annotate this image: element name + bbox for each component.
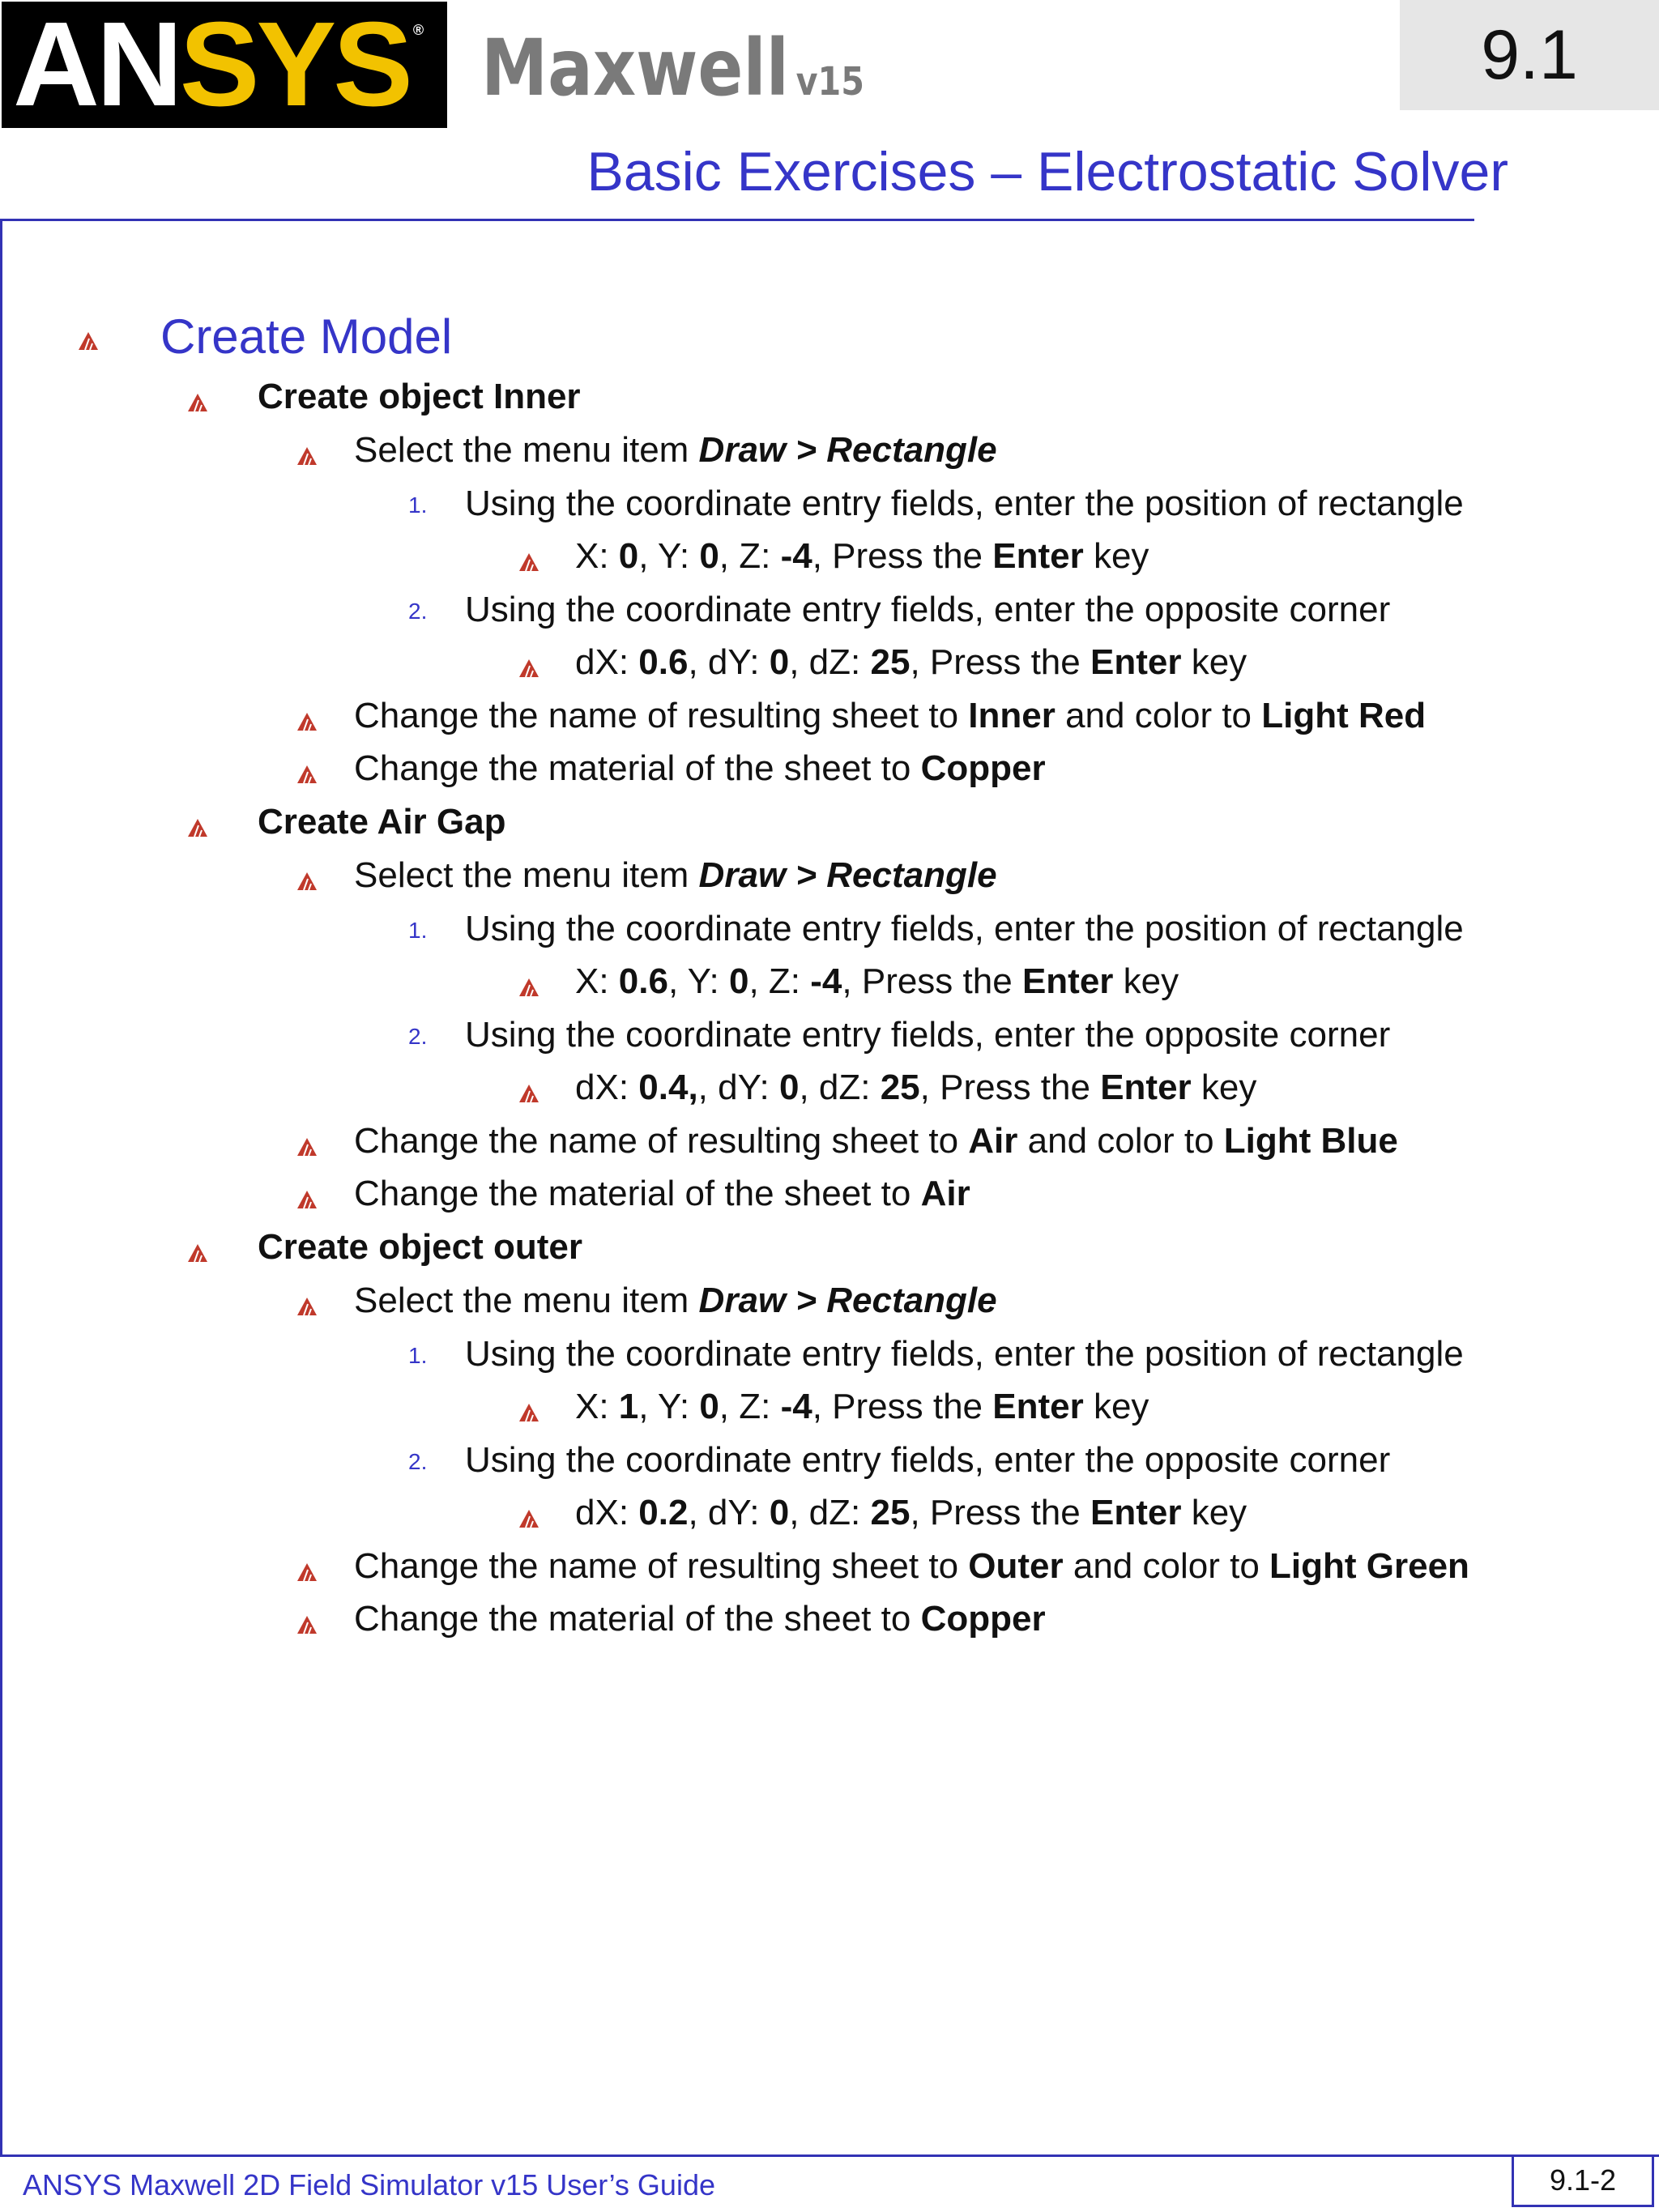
instruction-line: Using the coordinate entry fields, enter the opposite corner <box>465 590 1391 629</box>
step-heading: Create object Inner <box>258 377 581 416</box>
instruction-line: Change the material of the sheet to Copper <box>354 748 1046 788</box>
bullet-icon <box>296 1136 318 1157</box>
coordinate-line: dX: 0.4,, dY: 0, dZ: 25, Press the Enter key <box>575 1068 1257 1107</box>
header-divider <box>0 219 1474 221</box>
menu-path: Draw > Rectangle <box>698 1281 997 1320</box>
instruction-line: Select the menu item Draw > Rectangle <box>354 1281 997 1320</box>
chapter-box <box>1400 0 1659 110</box>
product-version: v15 <box>795 59 864 104</box>
instruction-line: Using the coordinate entry fields, enter the position of rectangle <box>465 484 1464 523</box>
bullet-icon <box>518 977 539 998</box>
bullet-icon <box>296 764 318 785</box>
bullet-icon <box>518 1402 539 1423</box>
instruction-line: Select the menu item Draw > Rectangle <box>354 430 997 470</box>
page-number-box <box>1512 2155 1654 2207</box>
coordinate-line: dX: 0.2, dY: 0, dZ: 25, Press the Enter key <box>575 1493 1247 1532</box>
step-number: 2. <box>408 1024 428 1049</box>
instruction-line: Change the material of the sheet to Copper <box>354 1599 1046 1639</box>
footer-guide-title: ANSYS Maxwell 2D Field Simulator v15 User’s Guide <box>23 2168 715 2201</box>
coordinate-line: X: 0.6, Y: 0, Z: -4, Press the Enter key <box>575 961 1179 1001</box>
bullet-icon <box>78 330 99 352</box>
page-number: 9.1-2 <box>1549 2163 1617 2197</box>
bullet-icon <box>518 1083 539 1104</box>
bullet-icon <box>187 1242 208 1264</box>
bullet-icon <box>296 711 318 732</box>
product-name: Maxwell <box>481 23 789 113</box>
bullet-icon <box>518 1508 539 1529</box>
instruction-line: Change the material of the sheet to Air <box>354 1174 970 1213</box>
left-margin-rule <box>0 219 2 2154</box>
bullet-icon <box>296 1296 318 1317</box>
step-heading: Create Air Gap <box>258 802 506 842</box>
registered-mark: ® <box>412 22 421 38</box>
step-number: 1. <box>408 1343 428 1368</box>
logo-text-an: AN <box>13 0 180 131</box>
step-number: 1. <box>408 918 428 943</box>
step-heading: Create object outer <box>258 1227 582 1267</box>
menu-path: Draw > Rectangle <box>698 855 997 895</box>
chapter-number: 9.1 <box>1481 16 1578 94</box>
instruction-line: Change the name of resulting sheet to Air and color to Light Blue <box>354 1121 1398 1161</box>
bullet-icon <box>296 871 318 892</box>
bullet-icon <box>296 1189 318 1210</box>
coordinate-line: dX: 0.6, dY: 0, dZ: 25, Press the Enter key <box>575 642 1247 682</box>
page-subtitle: Basic Exercises – Electrostatic Solver <box>586 141 1508 202</box>
step-number: 1. <box>408 492 428 518</box>
section-title: Create Model <box>160 309 453 364</box>
bullet-icon <box>187 817 208 838</box>
logo-text-sys: SYS <box>179 0 410 131</box>
menu-path: Draw > Rectangle <box>698 430 997 470</box>
coordinate-line: X: 1, Y: 0, Z: -4, Press the Enter key <box>575 1387 1149 1426</box>
step-number: 2. <box>408 1449 428 1474</box>
instruction-line: Using the coordinate entry fields, enter the position of rectangle <box>465 909 1464 948</box>
coordinate-line: X: 0, Y: 0, Z: -4, Press the Enter key <box>575 536 1149 576</box>
instruction-line: Change the name of resulting sheet to Inner and color to Light Red <box>354 696 1427 735</box>
instruction-line: Using the coordinate entry fields, enter the position of rectangle <box>465 1334 1464 1374</box>
bullet-icon <box>518 658 539 679</box>
bullet-icon <box>296 445 318 467</box>
bullet-icon <box>518 552 539 573</box>
step-number: 2. <box>408 599 428 624</box>
footer-divider <box>0 2154 1659 2157</box>
product-title <box>481 23 864 113</box>
instruction-line: Using the coordinate entry fields, enter the opposite corner <box>465 1015 1391 1055</box>
instruction-line: Select the menu item Draw > Rectangle <box>354 855 997 895</box>
instruction-line: Change the name of resulting sheet to Outer and color to Light Green <box>354 1546 1469 1586</box>
bullet-icon <box>187 392 208 413</box>
bullet-icon <box>296 1614 318 1635</box>
instruction-line: Using the coordinate entry fields, enter the opposite corner <box>465 1440 1391 1480</box>
bullet-icon <box>296 1562 318 1583</box>
ansys-logo <box>2 0 447 131</box>
